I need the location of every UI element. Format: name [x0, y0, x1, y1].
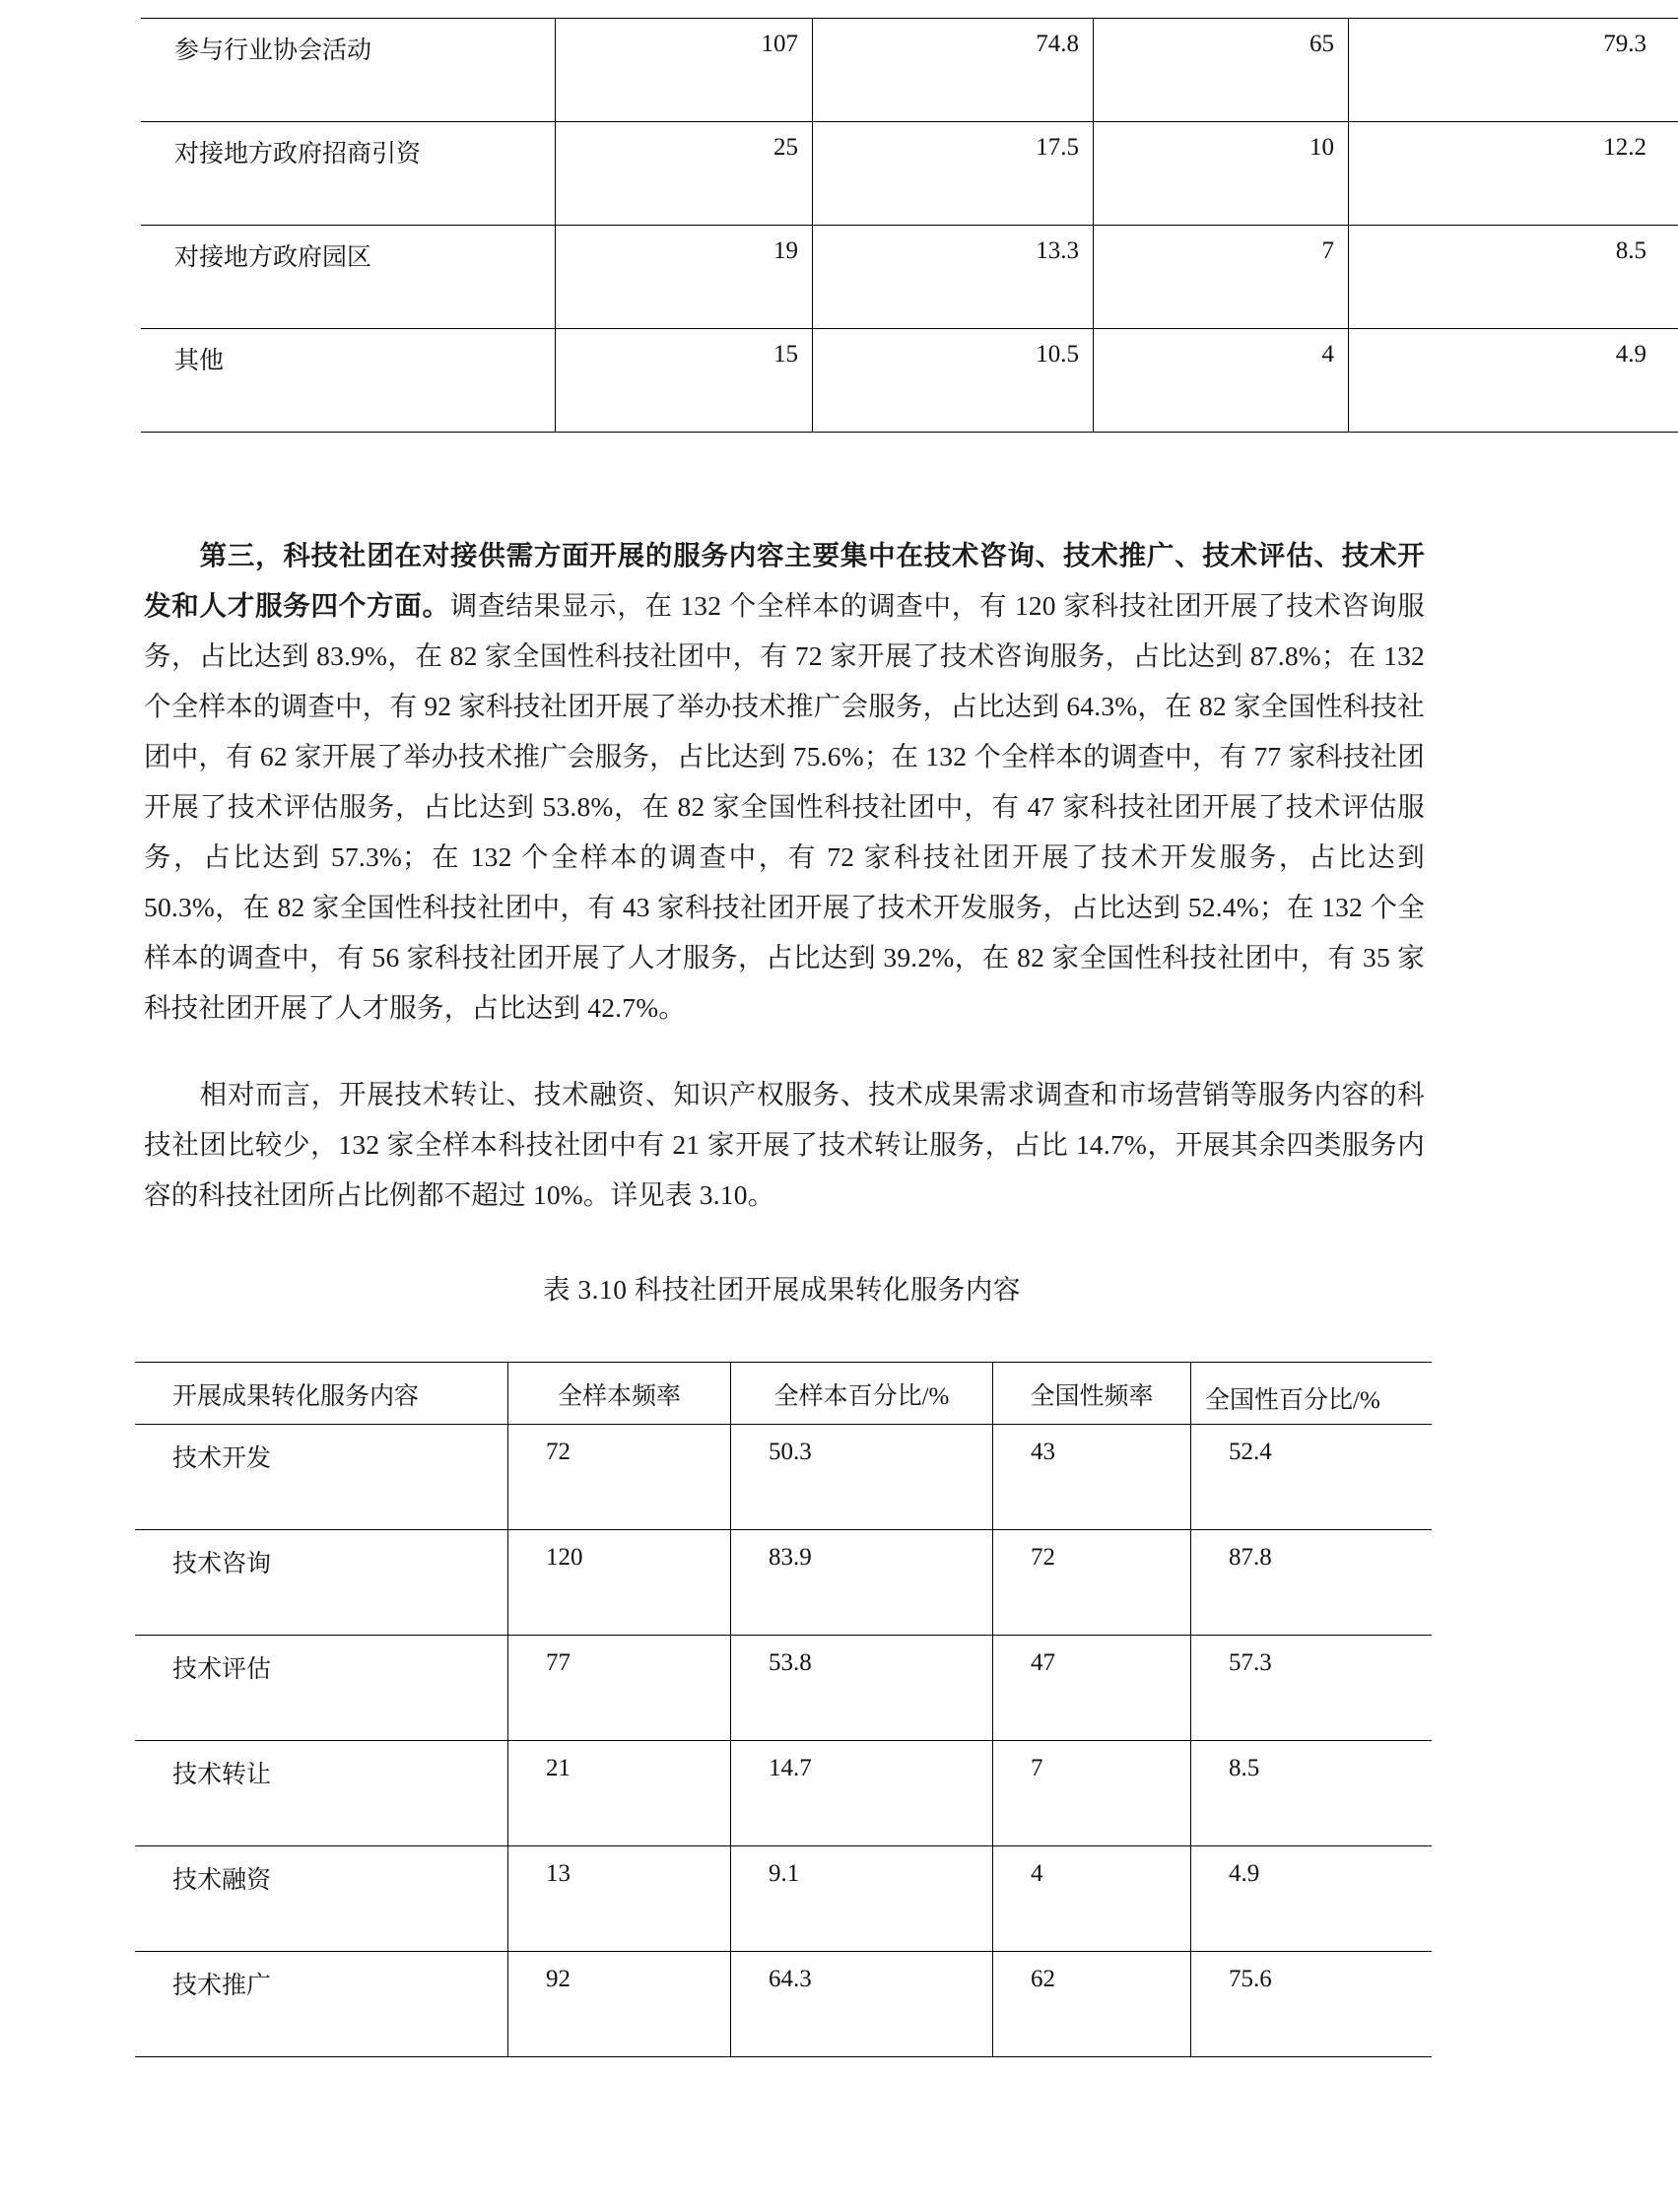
- table-row: [141, 226, 1678, 329]
- header-service-content: 开展成果转化服务内容: [135, 1363, 508, 1425]
- full-freq: 15: [556, 329, 813, 433]
- continued-statistics-table: [141, 18, 1678, 433]
- nat-freq: 7: [1094, 226, 1349, 329]
- full-pct: 9.1: [731, 1846, 993, 1952]
- table-row: [141, 329, 1678, 433]
- full-pct: 83.9: [731, 1530, 993, 1636]
- full-freq: 107: [556, 19, 813, 122]
- nat-pct: 57.3: [1191, 1636, 1433, 1741]
- row-label: 技术开发: [135, 1425, 508, 1530]
- table-row: [141, 122, 1678, 226]
- nat-freq: 7: [993, 1741, 1191, 1846]
- full-freq: 13: [508, 1846, 731, 1952]
- body-paragraph-1: [144, 530, 1425, 1033]
- nat-pct: 4.9: [1349, 329, 1678, 433]
- table-row: [135, 1636, 1432, 1741]
- row-label: 对接地方政府园区: [141, 226, 556, 329]
- row-label: 技术推广: [135, 1952, 508, 2057]
- row-label: 其他: [141, 329, 556, 433]
- full-pct: 14.7: [731, 1741, 993, 1846]
- full-pct: 50.3: [731, 1425, 993, 1530]
- row-label: 技术咨询: [135, 1530, 508, 1636]
- nat-pct: 52.4: [1191, 1425, 1433, 1530]
- nat-freq: 65: [1094, 19, 1349, 122]
- nat-pct: 75.6: [1191, 1952, 1433, 2057]
- nat-freq: 62: [993, 1952, 1191, 2057]
- table-row: [141, 19, 1678, 122]
- table-row: [135, 1530, 1432, 1636]
- full-pct: 13.3: [813, 226, 1094, 329]
- nat-pct: 4.9: [1191, 1846, 1433, 1952]
- full-freq: 92: [508, 1952, 731, 2057]
- table-310: [135, 1362, 1432, 2057]
- header-nat-pct: 全国性百分比/%: [1191, 1363, 1433, 1425]
- row-label: 对接地方政府招商引资: [141, 122, 556, 226]
- nat-freq: 47: [993, 1636, 1191, 1741]
- nat-freq: 10: [1094, 122, 1349, 226]
- table-row: [135, 1952, 1432, 2057]
- table-310-caption: 表 3.10 科技社团开展成果转化服务内容: [543, 1274, 1021, 1305]
- full-pct: 17.5: [813, 122, 1094, 226]
- row-label: 参与行业协会活动: [141, 19, 556, 122]
- row-label: 技术评估: [135, 1636, 508, 1741]
- full-freq: 77: [508, 1636, 731, 1741]
- nat-freq: 4: [1094, 329, 1349, 433]
- header-full-pct: 全样本百分比/%: [731, 1363, 993, 1425]
- row-label: 技术转让: [135, 1741, 508, 1846]
- full-freq: 25: [556, 122, 813, 226]
- full-pct: 10.5: [813, 329, 1094, 433]
- full-freq: 19: [556, 226, 813, 329]
- nat-freq: 72: [993, 1530, 1191, 1636]
- full-pct: 64.3: [731, 1952, 993, 2057]
- table-row: [135, 1425, 1432, 1530]
- header-nat-freq: 全国性频率: [993, 1363, 1191, 1425]
- full-pct: 53.8: [731, 1636, 993, 1741]
- nat-freq: 43: [993, 1425, 1191, 1530]
- nat-freq: 4: [993, 1846, 1191, 1952]
- row-label: 技术融资: [135, 1846, 508, 1952]
- full-pct: 74.8: [813, 19, 1094, 122]
- paragraph-1-lead: 第三，科技社团在对接供需方面开展的服务内容主要集中在技术咨询、技术推广、技术评估、技术开发和人才服务四个方面。: [144, 540, 1425, 621]
- nat-pct: 8.5: [1349, 226, 1678, 329]
- body-paragraph-2: [144, 1069, 1425, 1220]
- nat-pct: 8.5: [1191, 1741, 1433, 1846]
- nat-pct: 87.8: [1191, 1530, 1433, 1636]
- paragraph-1-body: 调查结果显示，在 132 个全样本的调查中，有 120 家科技社团开展了技术咨询服务，占比达到 83.9%，在 82 家全国性科技社团中，有 72 家开展了技术咨询服务，占比达到 87.8%；在 132 个全样本的调查中，有 92 家科技社团开展了举办技术推广会服务，占比达到 64.3%，在 82 家全国性科技社团中，有 62 家开展了举办技术推广会服务，占比达到 75.6%；在 132 个全样本的调查中，有 77 家科技社团开展了技术评估服务，占比达到 53.8%，在 82 家全国性科技社团中，有 47 家科技社团开展了技术评估服务，占比达到 57.3%；在 132 个全样本的调查中，有 72 家科技社团开展了技术开发服务，占比达到 50.3%，在 82 家全国性科技社团中，有 43 家科技社团开展了技术开发服务，占比达到 52.4%；在 132 个全样本的调查中，有 56 家科技社团开展了人才服务，占比达到 39.2%，在 82 家全国性科技社团中，有 35 家科技社团开展了人才服务，占比达到 42.7%。: [144, 590, 1425, 1023]
- nat-pct: 79.3: [1349, 19, 1678, 122]
- full-freq: 72: [508, 1425, 731, 1530]
- header-full-freq: 全样本频率: [508, 1363, 731, 1425]
- nat-pct: 12.2: [1349, 122, 1678, 226]
- table-row: [135, 1741, 1432, 1846]
- table-row: [135, 1846, 1432, 1952]
- table-header-row: [135, 1363, 1432, 1425]
- paragraph-2-body: 相对而言，开展技术转让、技术融资、知识产权服务、技术成果需求调查和市场营销等服务内容的科技社团比较少，132 家全样本科技社团中有 21 家开展了技术转让服务，占比 14.7%，开展其余四类服务内容的科技社团所占比例都不超过 10%。详见表 3.10。: [144, 1079, 1425, 1210]
- full-freq: 120: [508, 1530, 731, 1636]
- full-freq: 21: [508, 1741, 731, 1846]
